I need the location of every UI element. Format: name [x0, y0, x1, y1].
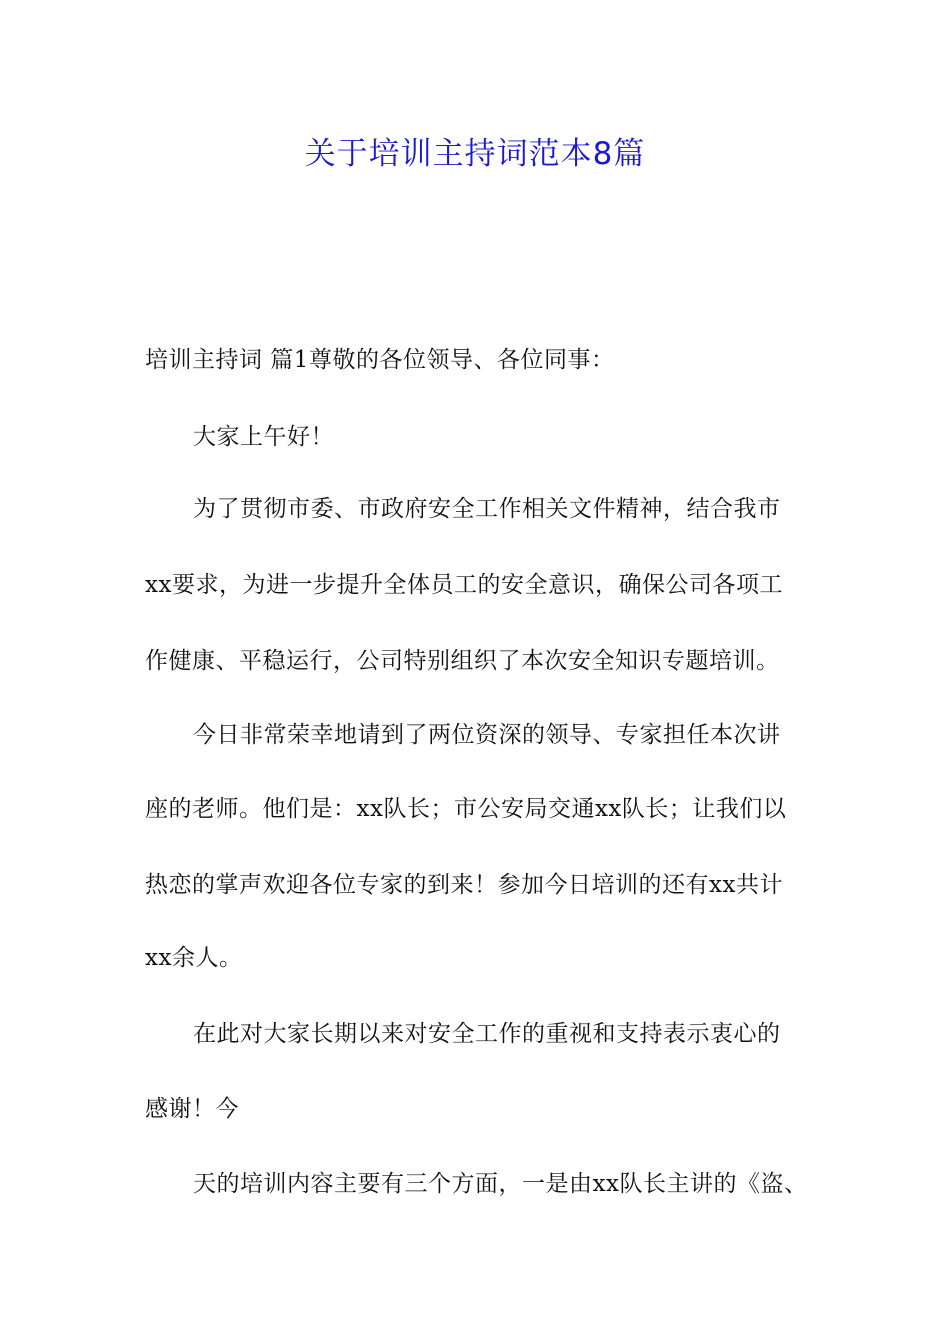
paragraph-line: xx要求，为进一步提升全体员工的安全意识，确保公司各项工 [145, 572, 783, 598]
paragraph-line: 为了贯彻市委、市政府安全工作相关文件精神，结合我市 [193, 496, 781, 522]
paragraph-line: 座的老师。他们是：xx队长；市公安局交通xx队长；让我们以 [145, 796, 787, 822]
paragraph-line: 感谢！今 [145, 1096, 239, 1122]
paragraph-line: 今日非常荣幸地请到了两位资深的领导、专家担任本次讲 [193, 722, 781, 748]
paragraph-line: 培训主持词 篇1尊敬的各位领导、各位同事： [145, 347, 615, 373]
paragraph-line: 大家上午好！ [193, 424, 334, 450]
paragraph-line: xx余人。 [145, 945, 243, 971]
paragraph-line: 在此对大家长期以来对安全工作的重视和支持表示衷心的 [193, 1021, 781, 1047]
paragraph-line: 热恋的掌声欢迎各位专家的到来！参加今日培训的还有xx共计 [145, 872, 783, 898]
document-title: 关于培训主持词范本8篇 [304, 136, 646, 172]
paragraph-line: 作健康、平稳运行，公司特别组织了本次安全知识专题培训。 [145, 648, 780, 674]
paragraph-line: 天的培训内容主要有三个方面，一是由xx队长主讲的《盗、 [193, 1171, 808, 1197]
